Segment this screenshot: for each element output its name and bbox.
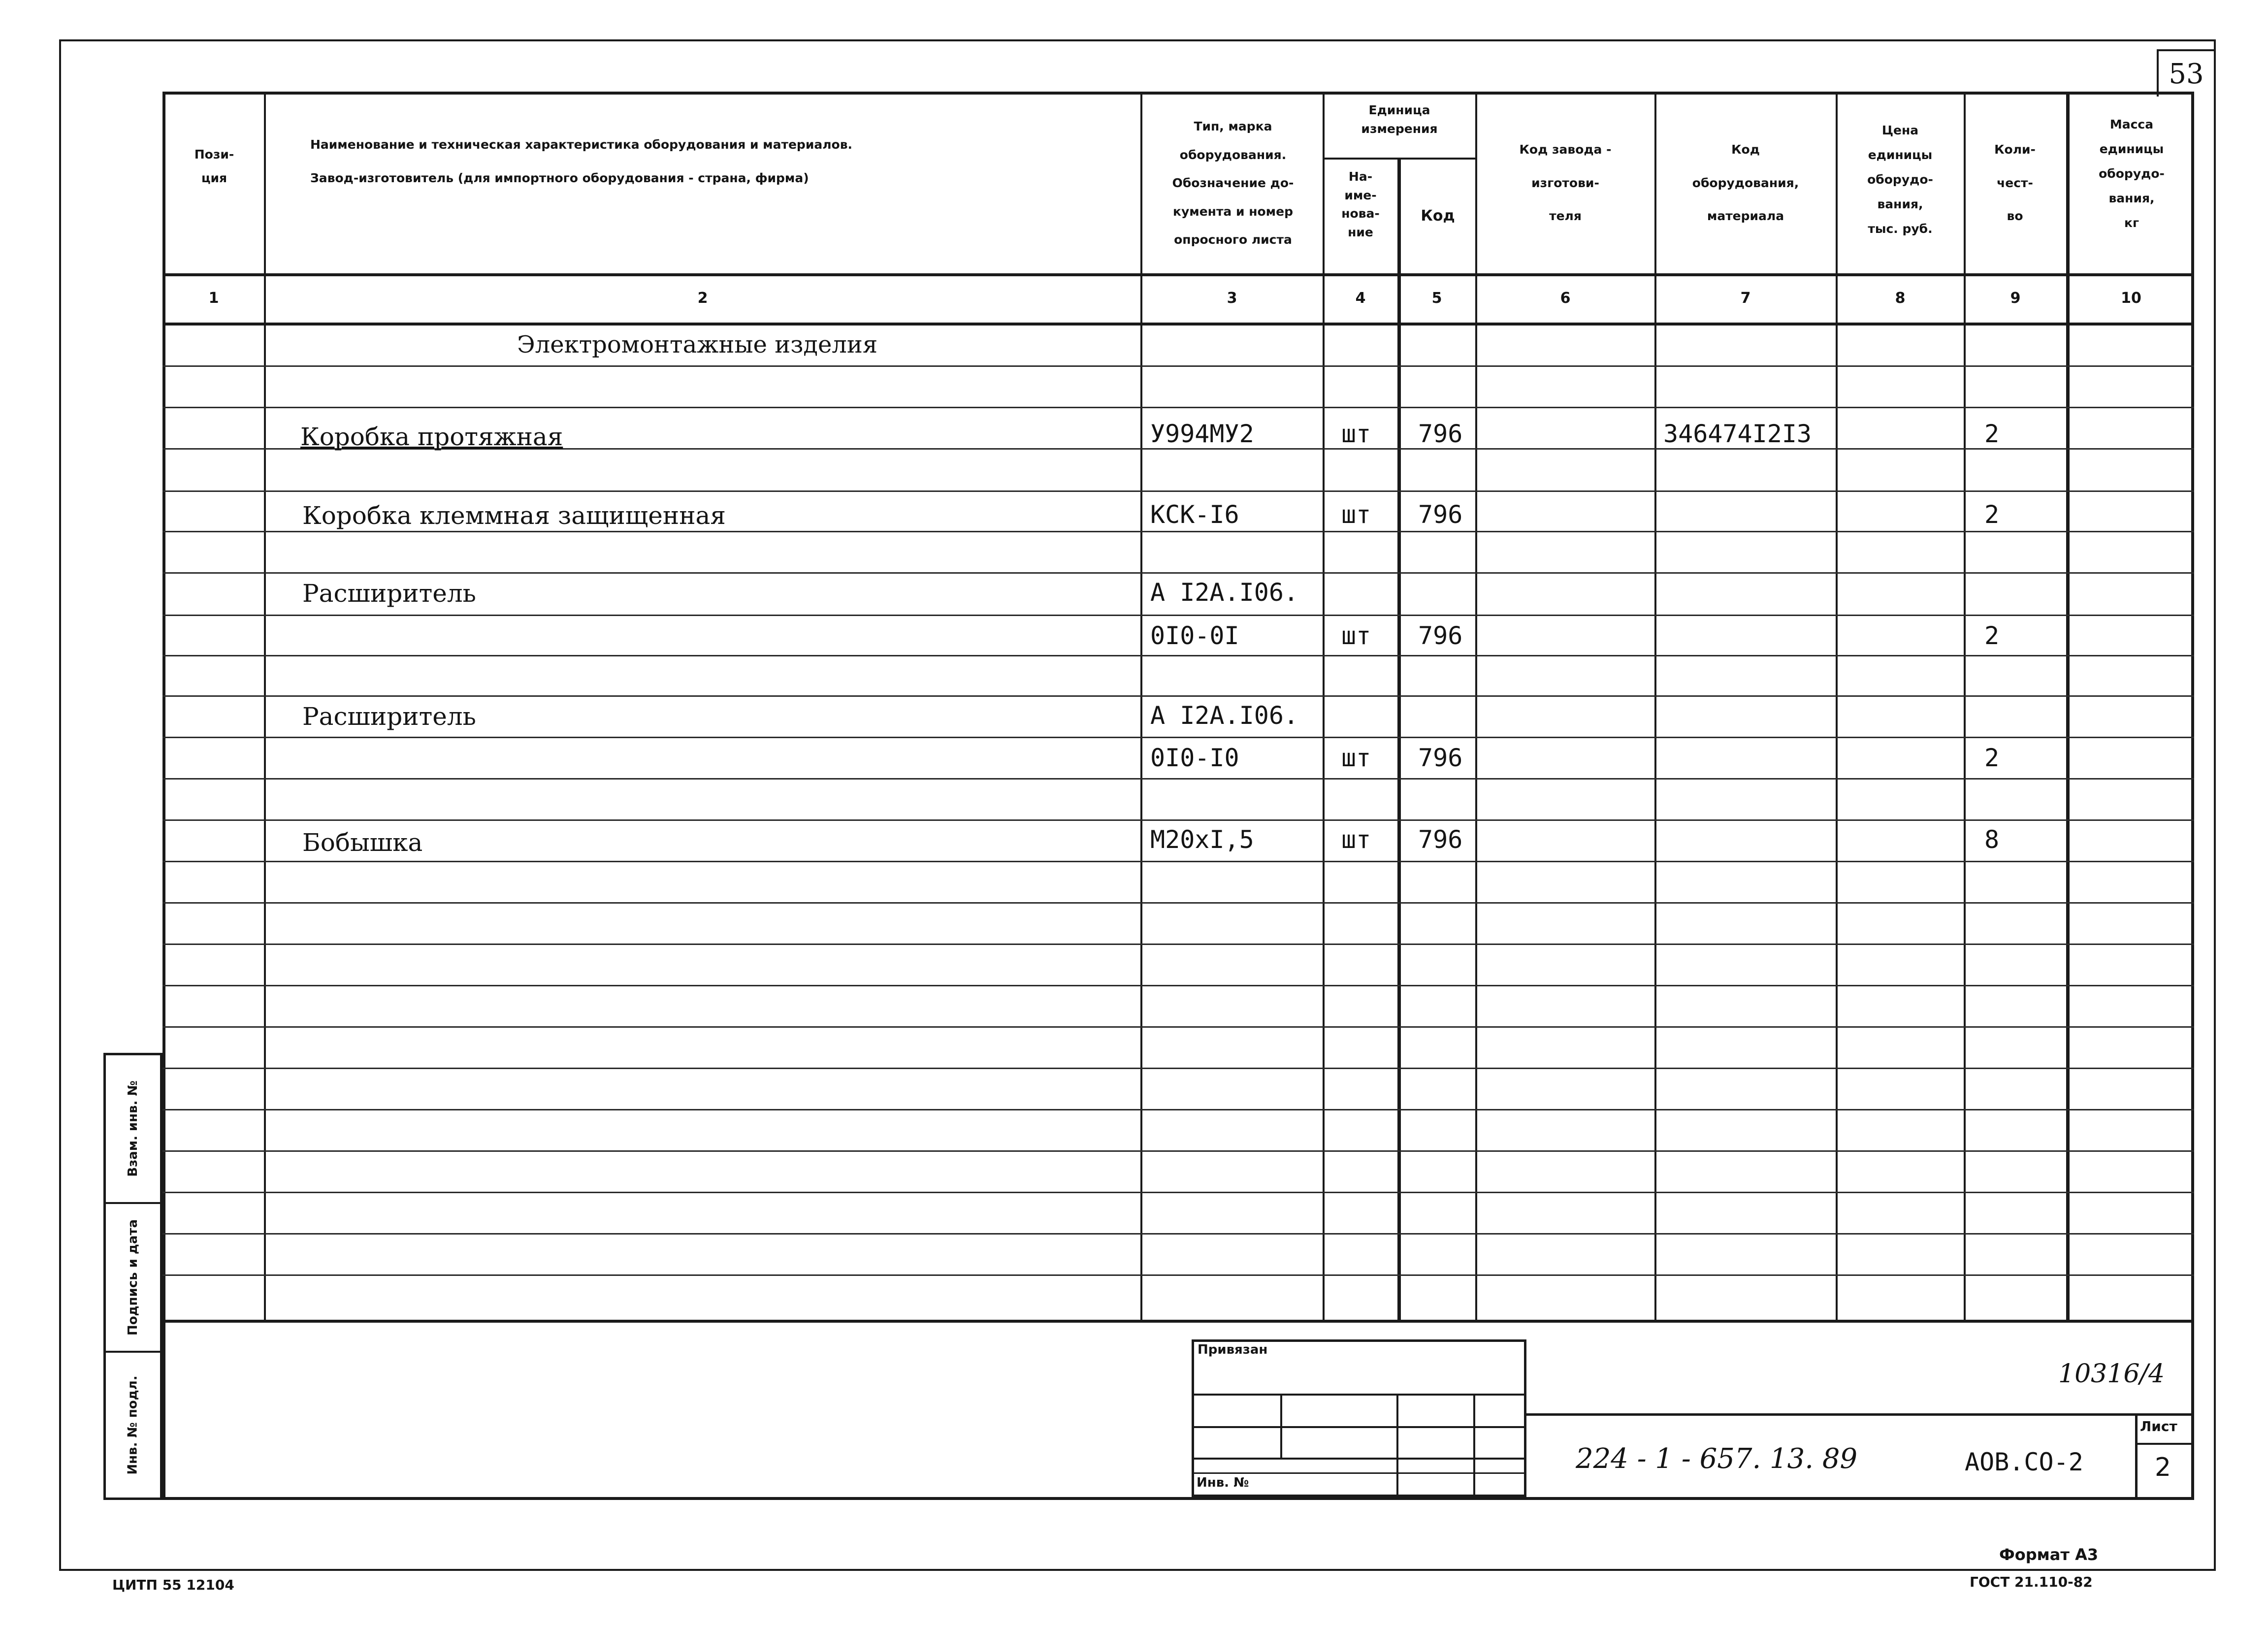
row-line xyxy=(162,737,2194,738)
stamp-signature-date: Подпись и дата xyxy=(106,1204,160,1353)
row4-qty: 2 xyxy=(1984,621,2000,650)
row6-unit-code: 796 xyxy=(1418,744,1463,772)
row-line xyxy=(162,985,2194,986)
stamp-divider xyxy=(1526,1413,2194,1416)
row2-unit-code: 796 xyxy=(1418,500,1463,529)
row1-unit: шт xyxy=(1341,420,1371,448)
header-c5: Код xyxy=(1421,207,1455,225)
row7-unit-code: 796 xyxy=(1418,825,1463,854)
row3-type: А I2А.I06. xyxy=(1150,578,1299,607)
sheet-number: 2 xyxy=(2155,1453,2171,1482)
row2-name: Коробка клеммная защищенная xyxy=(302,501,726,530)
row1-type: У994МУ2 xyxy=(1150,420,1254,448)
colnum-3: 3 xyxy=(1227,289,1237,307)
colnum-9: 9 xyxy=(2010,289,2021,307)
header-c10: Масса единицы оборудо- вания, кг xyxy=(2099,117,2165,230)
header-c8: Цена единицы оборудо- вания, тыс. руб. xyxy=(1867,123,1933,236)
row4-unit-code: 796 xyxy=(1418,621,1463,650)
row7-qty: 8 xyxy=(1984,825,2000,854)
stamp-replaced-inv: Взам. инв. № xyxy=(106,1055,160,1204)
privyazan-vline xyxy=(1396,1394,1398,1497)
row-line xyxy=(162,944,2194,945)
side-stamp xyxy=(103,1053,162,1500)
row6-type: 0I0-I0 xyxy=(1150,744,1239,772)
sheet-label: Лист xyxy=(2140,1418,2177,1434)
row5-type: А I2А.I06. xyxy=(1150,701,1299,730)
row2-type: КСК-I6 xyxy=(1150,500,1239,529)
body-bottom-line xyxy=(162,1320,2194,1323)
header-c3: Тип, марка оборудования. Обозначение до- кумента и номер опросного листа xyxy=(1172,119,1294,247)
unit-group-line xyxy=(1323,158,1475,160)
row7-name: Бобышка xyxy=(302,828,423,857)
colnum-5: 5 xyxy=(1431,289,1442,307)
row6-unit: шт xyxy=(1341,744,1371,772)
sheet-corner-number: 53 xyxy=(2157,49,2216,97)
row2-unit: шт xyxy=(1341,500,1371,529)
colnum-1: 1 xyxy=(208,289,219,307)
row-line xyxy=(162,1192,2194,1193)
stamp-orig-inv: Инв. № подл. xyxy=(126,1375,140,1475)
header-c9: Коли- чест- во xyxy=(1994,142,2036,223)
numbers-bottom-line xyxy=(162,323,2194,326)
row1-name: Коробка протяжная xyxy=(300,423,563,451)
row-line xyxy=(162,861,2194,862)
header-c4: На- име- нова- ние xyxy=(1341,169,1380,239)
row5-name: Расширитель xyxy=(302,702,476,731)
row3-name: Расширитель xyxy=(302,579,476,608)
col-line-4 xyxy=(1397,158,1401,1321)
privyazan-vline xyxy=(1280,1394,1282,1458)
row-line xyxy=(162,695,2194,697)
row-line xyxy=(162,1274,2194,1276)
footer-format: Формат А3 xyxy=(1999,1545,2099,1564)
handwritten-number: 10316/4 xyxy=(2058,1359,2165,1389)
header-c1: Пози- ция xyxy=(194,147,234,185)
colnum-2: 2 xyxy=(697,289,708,307)
row2-qty: 2 xyxy=(1984,500,2000,529)
privyazan-line xyxy=(1192,1394,1526,1396)
inv-no-label: Инв. № xyxy=(1197,1475,1249,1490)
header-c7: Код оборудования, материала xyxy=(1692,142,1799,223)
row-line xyxy=(162,1109,2194,1110)
sheet-box-line xyxy=(2135,1443,2194,1445)
row1-material-code: 346474I2I3 xyxy=(1663,420,1812,448)
privyazan-line xyxy=(1192,1426,1526,1428)
row-line xyxy=(162,1068,2194,1069)
row-line xyxy=(162,407,2194,408)
privyazan-line xyxy=(1192,1472,1526,1474)
row1-qty: 2 xyxy=(1984,420,2000,448)
row-line xyxy=(162,655,2194,656)
header-unit-group: Единица измерения xyxy=(1361,103,1438,136)
project-code: 224 - 1 - 657. 13. 89 xyxy=(1576,1443,1858,1475)
row1-unit-code: 796 xyxy=(1418,420,1463,448)
colnum-6: 6 xyxy=(1560,289,1571,307)
colnum-10: 10 xyxy=(2121,289,2141,307)
footer-standard: ГОСТ 21.110-82 xyxy=(1970,1574,2093,1590)
privyazan-label: Привязан xyxy=(1198,1342,1268,1357)
row-line xyxy=(162,615,2194,616)
row6-qty: 2 xyxy=(1984,744,2000,772)
row7-type: М20хI,5 xyxy=(1150,825,1254,854)
footer-left: ЦИТП 55 12104 xyxy=(112,1577,234,1593)
header-c2: Наименование и техническая характеристика оборудования и материалов. Завод-изготовитель (для импортного оборудования - страна, фирма) xyxy=(310,137,853,185)
row-line xyxy=(162,778,2194,780)
row-line xyxy=(162,531,2194,532)
row-line xyxy=(162,1026,2194,1028)
section-title: Электромонтажные изделия xyxy=(517,331,878,358)
row-line xyxy=(162,572,2194,574)
row-line xyxy=(162,490,2194,492)
colnum-8: 8 xyxy=(1895,289,1906,307)
colnum-7: 7 xyxy=(1740,289,1751,307)
row-line xyxy=(162,1150,2194,1152)
doc-code: АОВ.СО-2 xyxy=(1965,1448,2083,1476)
row4-type: 0I0-0I xyxy=(1150,621,1239,650)
privyazan-line xyxy=(1192,1458,1526,1460)
privyazan-vline xyxy=(1473,1394,1475,1497)
row7-unit: шт xyxy=(1341,825,1371,854)
colnum-4: 4 xyxy=(1355,289,1366,307)
row-line xyxy=(162,365,2194,367)
row-line xyxy=(162,1233,2194,1235)
row-line xyxy=(162,902,2194,904)
row4-unit: шт xyxy=(1341,621,1371,650)
header-c6: Код завода - изготови- теля xyxy=(1519,142,1612,223)
row-line xyxy=(162,819,2194,821)
